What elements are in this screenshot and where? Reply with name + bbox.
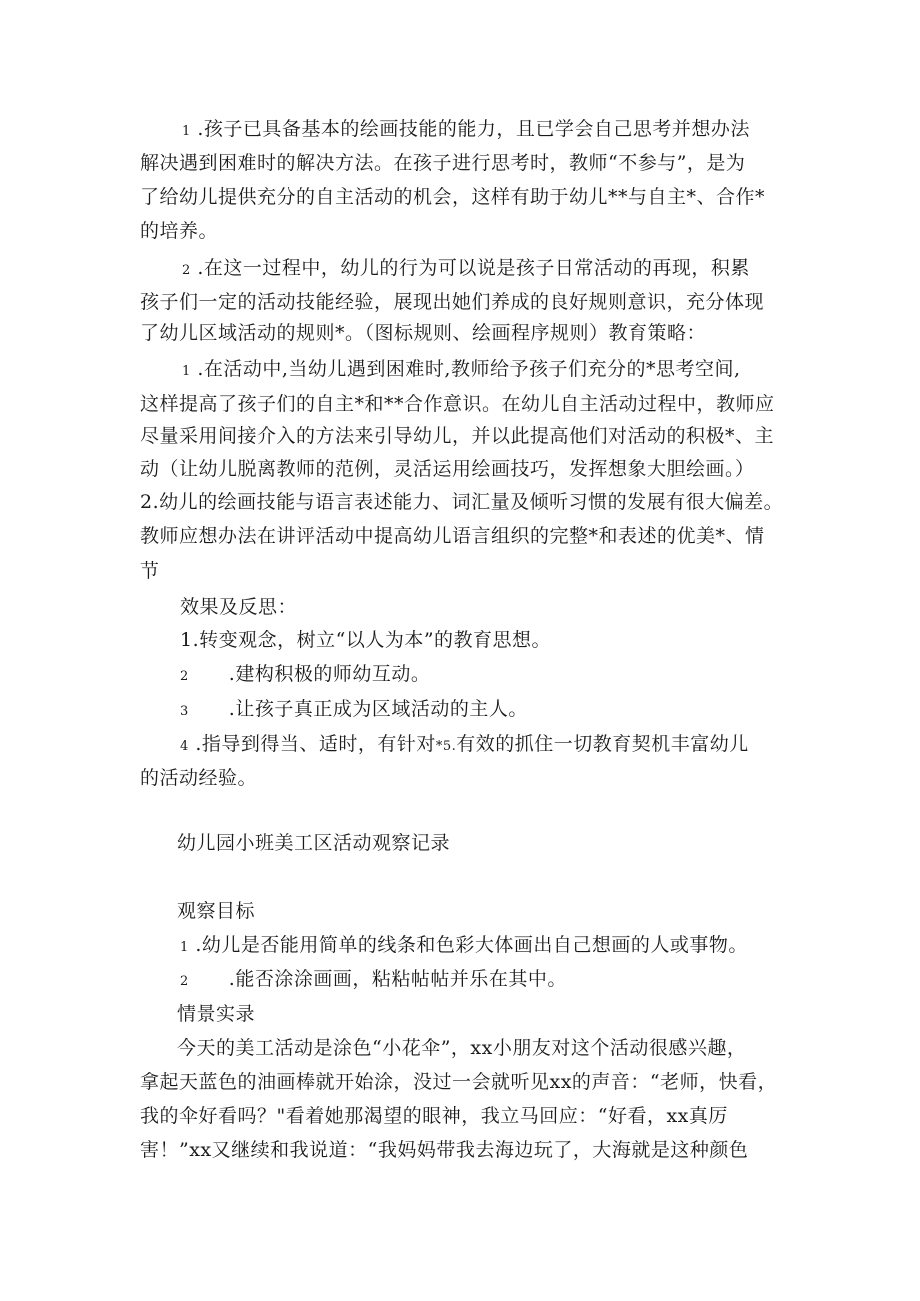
para4-line2: 教师应想办法在讲评活动中提高幼儿语言组织的完整*和表述的优美*、情 <box>140 525 765 547</box>
goal-item-1: 1 .幼儿是否能用简单的线条和色彩大体画出自己想画的人或事物。 <box>180 933 748 960</box>
para4-line3: 节 <box>140 560 160 582</box>
list-number: 2 <box>182 263 191 278</box>
para1-line1: 1 .孩子已具备基本的绘画技能的能力，且已学会自己思考并想办法 <box>182 117 750 144</box>
para3-line2: 这样提高了孩子们的自主*和**合作意识。在幼儿自主活动过程中，教师应 <box>140 393 775 415</box>
list-number: 1 <box>180 940 189 955</box>
list-number: 3 <box>180 704 189 719</box>
list-number: 4 <box>180 739 189 754</box>
scene-heading: 情景实录 <box>177 1003 256 1025</box>
para2-line2: 孩子们一定的活动技能经验，展现出她们养成的良好规则意识，充分体现 <box>140 291 765 313</box>
effects-item-2: 2 .建构积极的师幼互动。 <box>180 662 430 689</box>
para2-line3: 了幼儿区域活动的规则*。（图标规则、绘画程序规则）教育策略： <box>140 322 707 344</box>
effects-item-4: 4 .指导到得当、适时，有针对*5.有效的抓住一切教育契机丰富幼儿 <box>180 732 749 759</box>
scene-line2: 拿起天蓝色的油画棒就开始涂，没过一会就听见xx的声音：“老师，快看， <box>140 1071 778 1093</box>
effects-item-1: 1.转变观念，树立“以人为本”的教育思想。 <box>180 629 552 651</box>
para1-line4: 的培养。 <box>140 220 219 242</box>
goal-item-2: 2 .能否涂涂画画，粘粘帖帖并乐在其中。 <box>180 967 567 994</box>
list-number: 2 <box>180 974 189 989</box>
effects-item-3: 3 .让孩子真正成为区域活动的主人。 <box>180 697 528 724</box>
para1-line3: 了给幼儿提供充分的自主活动的机会，这样有助于幼儿**与自主*、合作* <box>140 186 766 208</box>
record-title: 幼儿园小班美工区活动观察记录 <box>177 832 451 854</box>
scene-line4: 害！”xx又继续和我说道：“我妈妈带我去海边玩了，大海就是这种颜色 <box>140 1139 749 1161</box>
scene-line3: 我的伞好看吗？"看着她那渴望的眼神，我立马回应：“好看，xx真厉 <box>140 1105 728 1127</box>
goal-heading: 观察目标 <box>177 900 256 922</box>
para3-line1: 1 .在活动中,当幼儿遇到困难时,教师给予孩子们充分的*思考空间, <box>182 357 741 384</box>
para3-line3: 尽量采用间接介入的方法来引导幼儿，并以此提高他们对活动的积极*、主 <box>140 425 775 447</box>
para2-line1: 2 .在这一过程中，幼儿的行为可以说是孩子日常活动的再现，积累 <box>182 256 750 283</box>
effects-item-4-line2: 的活动经验。 <box>140 767 258 789</box>
list-number: 2 <box>180 669 189 684</box>
list-number: 1 <box>182 364 191 379</box>
effects-heading: 效果及反思： <box>180 596 298 618</box>
scene-line1: 今天的美工活动是涂色“小花伞”，xx小朋友对这个活动很感兴趣， <box>177 1037 747 1059</box>
para4-line1: 2.幼儿的绘画技能与语言表述能力、词汇量及倾听习惯的发展有很大偏差。 <box>140 491 784 513</box>
para1-line2: 解决遇到困难时的解决方法。在孩子进行思考时，教师“不参与”，是为 <box>140 152 746 174</box>
para3-line4: 动（让幼儿脱离教师的范例，灵活运用绘画技巧，发挥想象大胆绘画。） <box>140 458 755 480</box>
list-number: 1 <box>182 124 191 139</box>
